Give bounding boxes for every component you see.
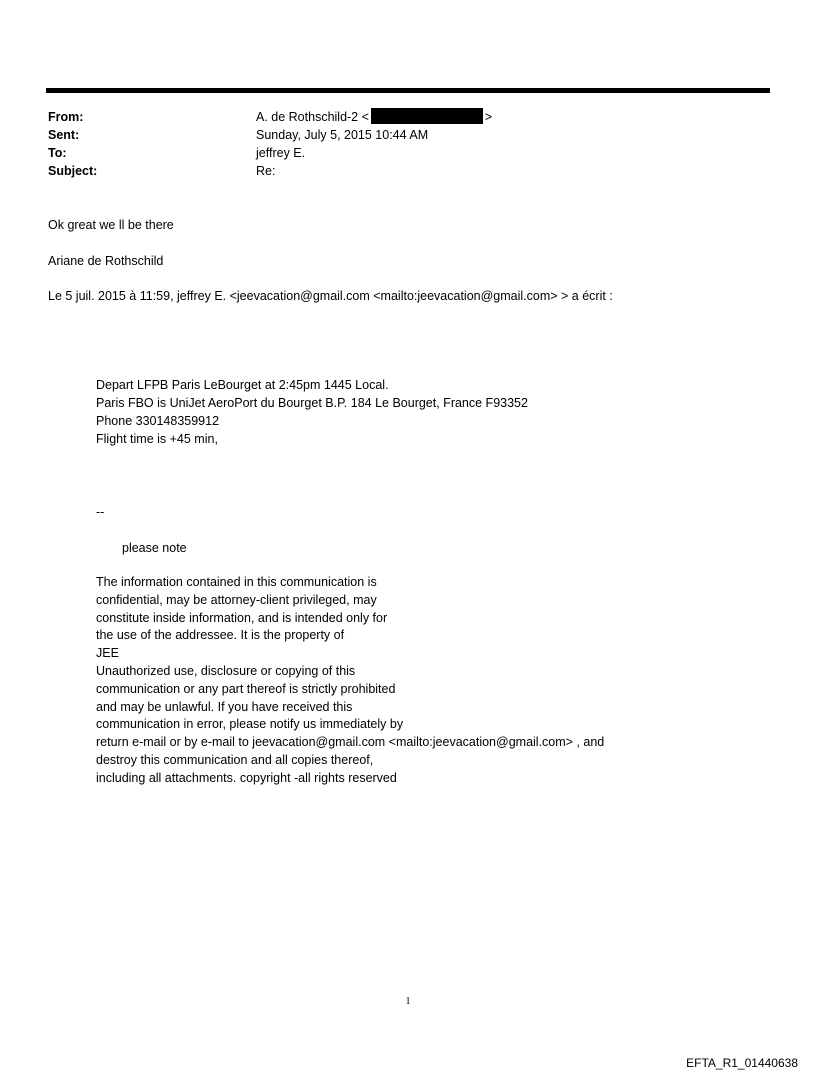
flight-line: Paris FBO is UniJet AeroPort du Bourget B.P. 184 Le Bourget, France F93352 xyxy=(96,396,528,410)
to-row xyxy=(48,144,768,162)
flight-line: Phone 330148359912 xyxy=(96,414,220,428)
page-number: 1 xyxy=(405,996,411,1007)
from-label: From: xyxy=(48,110,84,124)
disclaimer-line: communication or any part thereof is strictly prohibited xyxy=(96,681,396,696)
email-header xyxy=(48,108,768,180)
header-divider xyxy=(46,88,770,93)
from-row xyxy=(48,108,768,126)
reply-text: Ok great we ll be there xyxy=(48,218,174,232)
disclaimer-line: the use of the addressee. It is the property of xyxy=(96,628,345,643)
document-id: EFTA_R1_01440638 xyxy=(686,1056,798,1070)
sent-value: Sunday, July 5, 2015 10:44 AM xyxy=(256,128,429,142)
quote-header: Le 5 juil. 2015 à 11:59, jeffrey E. <jeevacation@gmail.com <mailto:jeevacation@gmail.com> > a écrit : xyxy=(48,289,613,303)
signature-separator: -- xyxy=(96,505,105,519)
from-value xyxy=(256,108,768,126)
disclaimer-line: Unauthorized use, disclosure or copying of this xyxy=(96,663,356,678)
flight-line: Flight time is +45 min, xyxy=(96,432,218,446)
subject-value: Re: xyxy=(256,164,276,178)
disclaimer-line: JEE xyxy=(96,646,119,661)
disclaimer-line: constitute inside information, and is intended only for xyxy=(96,610,388,625)
disclaimer-line: destroy this communication and all copies thereof, xyxy=(96,752,374,767)
flight-line: Depart LFPB Paris LeBourget at 2:45pm 1445 Local. xyxy=(96,378,389,392)
sent-row xyxy=(48,126,768,144)
disclaimer-line: confidential, may be attorney-client privileged, may xyxy=(96,592,377,607)
sender-signature: Ariane de Rothschild xyxy=(48,254,164,268)
from-suffix: > xyxy=(484,110,493,124)
to-value: jeffrey E. xyxy=(256,146,306,160)
disclaimer-line: communication in error, please notify us immediately by xyxy=(96,717,404,732)
disclaimer-line: and may be unlawful. If you have received this xyxy=(96,699,353,714)
disclaimer-line: return e-mail or by e-mail to jeevacation@gmail.com <mailto:jeevacation@gmail.com> , and xyxy=(96,735,605,750)
subject-label: Subject: xyxy=(48,164,98,178)
disclaimer-line: The information contained in this communication is xyxy=(96,575,377,589)
redaction-block xyxy=(371,108,483,124)
from-name: A. de Rothschild-2 < xyxy=(256,110,369,124)
confidentiality-disclaimer xyxy=(96,574,604,788)
disclaimer-line: including all attachments. copyright -all rights reserved xyxy=(96,770,397,785)
flight-details xyxy=(96,376,528,448)
subject-row xyxy=(48,162,768,180)
to-label: To: xyxy=(48,146,67,160)
sent-label: Sent: xyxy=(48,128,80,142)
please-note: please note xyxy=(122,541,187,555)
